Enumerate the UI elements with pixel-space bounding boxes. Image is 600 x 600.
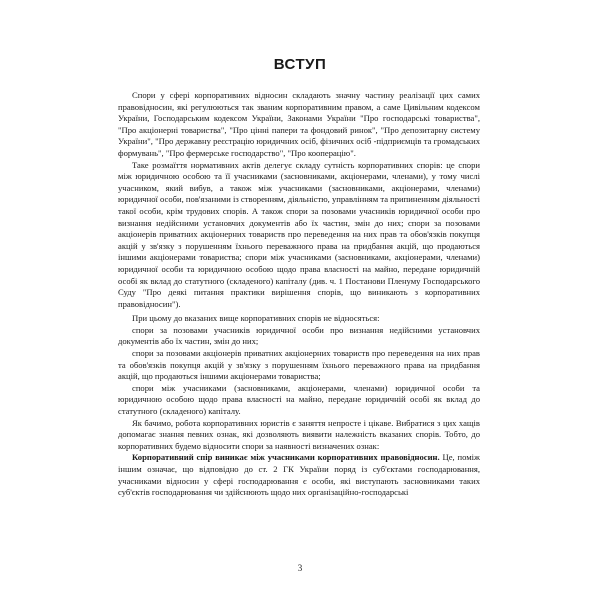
list-item: спори між учасниками (засновниками, акціонерами, членами) юридичної особи та юридичною особою щодо права власності на майно, передане юридичній особі як вклад до статутного (складеного) капіталу. <box>118 382 480 417</box>
list-item: спори за позовами акціонерів приватних акціонерних товариств про переведення на них прав та обов'язків покупця акцій у зв'язку з порушенням їхнього переважного права на придбання акцій, що продаються іншими акціонерами товариства; <box>118 348 480 382</box>
list-item: спори за позовами учасників юридичної особи про визнання недійсними установчих документів або їх частин, змін до них; <box>118 324 480 347</box>
page-number: 3 <box>297 563 303 573</box>
paragraph-text: Це, поміж іншим означає, що відповідно до ст. 2 ГК України поряд із суб'єктами господарювання, учасниками відносин у сфері господарювання є особи, які виступають засновниками таких суб'єктів господарювання чи здійснюють щодо них організаційно-господарські <box>118 452 480 498</box>
paragraph-final <box>118 452 480 498</box>
paragraph: Як бачимо, робота корпоративних юристів є заняття непросте і цікаве. Вибратися з цих хащів допомагає знання певних ознак, які дозволяють виявити належність вказаних спорів. Тобто, до корпоративних будемо відносити спори за наявності визначених ознак: <box>118 417 480 451</box>
bold-lead-text: Корпоративний спір виникає між учасниками корпоративних правовідносин. <box>132 452 440 463</box>
document-body <box>118 90 480 499</box>
paragraph: Таке розмаїття нормативних актів делегує складу сутність корпоративних спорів: це спори між юридичною особою та її учасниками (засновниками, акціонерами, членами), у тому числі учасником, який вибув, а також між учасниками (засновниками, акціонерами, членами) юридичної особи, пов'язаними із створенням, діяльністю, управлінням та припиненням діяльності такої особи, крім трудових спорів. А також спори за позовами учасників юридичної особи про визнання недійсними установчих документів або їх частин, змін до них; спори за позовами акціонерів приватних акціонерних товариств про переведення на них прав та обов'язків покупця акцій у зв'язку з порушенням їхнього переважного права на придбання акцій, що продаються іншими акціонерами товариства; спори між учасниками (засновниками, акціонерами, членами) юридичної особи та юридичною особою щодо права власності на майно, передане юридичній особі як вклад до статутного (складеного) капіталу (див. ч. 1 Постанови Пленуму Господарського Суду "Про деякі питання практики вирішення спорів, що виникають з корпоративних правовідносин"). <box>118 159 480 309</box>
paragraph: Спори у сфері корпоративних відносин складають значну частину реалізації цих самих правовідносин, які регулюються так званим корпоративним правом, а саме Цивільним кодексом України, Господарським кодексом України, Законами України "Про господарські товариства", "Про акціонерні товариства", "Про цінні папери та фондовий ринок", "Про депозитарну систему України", "Про державну реєстрацію юридичних осіб, фізичних осіб -підприємців та громадських формувань", "Про фермерське господарство", "Про кооперацію". <box>118 90 480 158</box>
paragraph-not-corporate-intro: При цьому до вказаних вище корпоративних спорів не відносяться: <box>132 313 380 324</box>
page-title: ВСТУП <box>273 56 327 73</box>
